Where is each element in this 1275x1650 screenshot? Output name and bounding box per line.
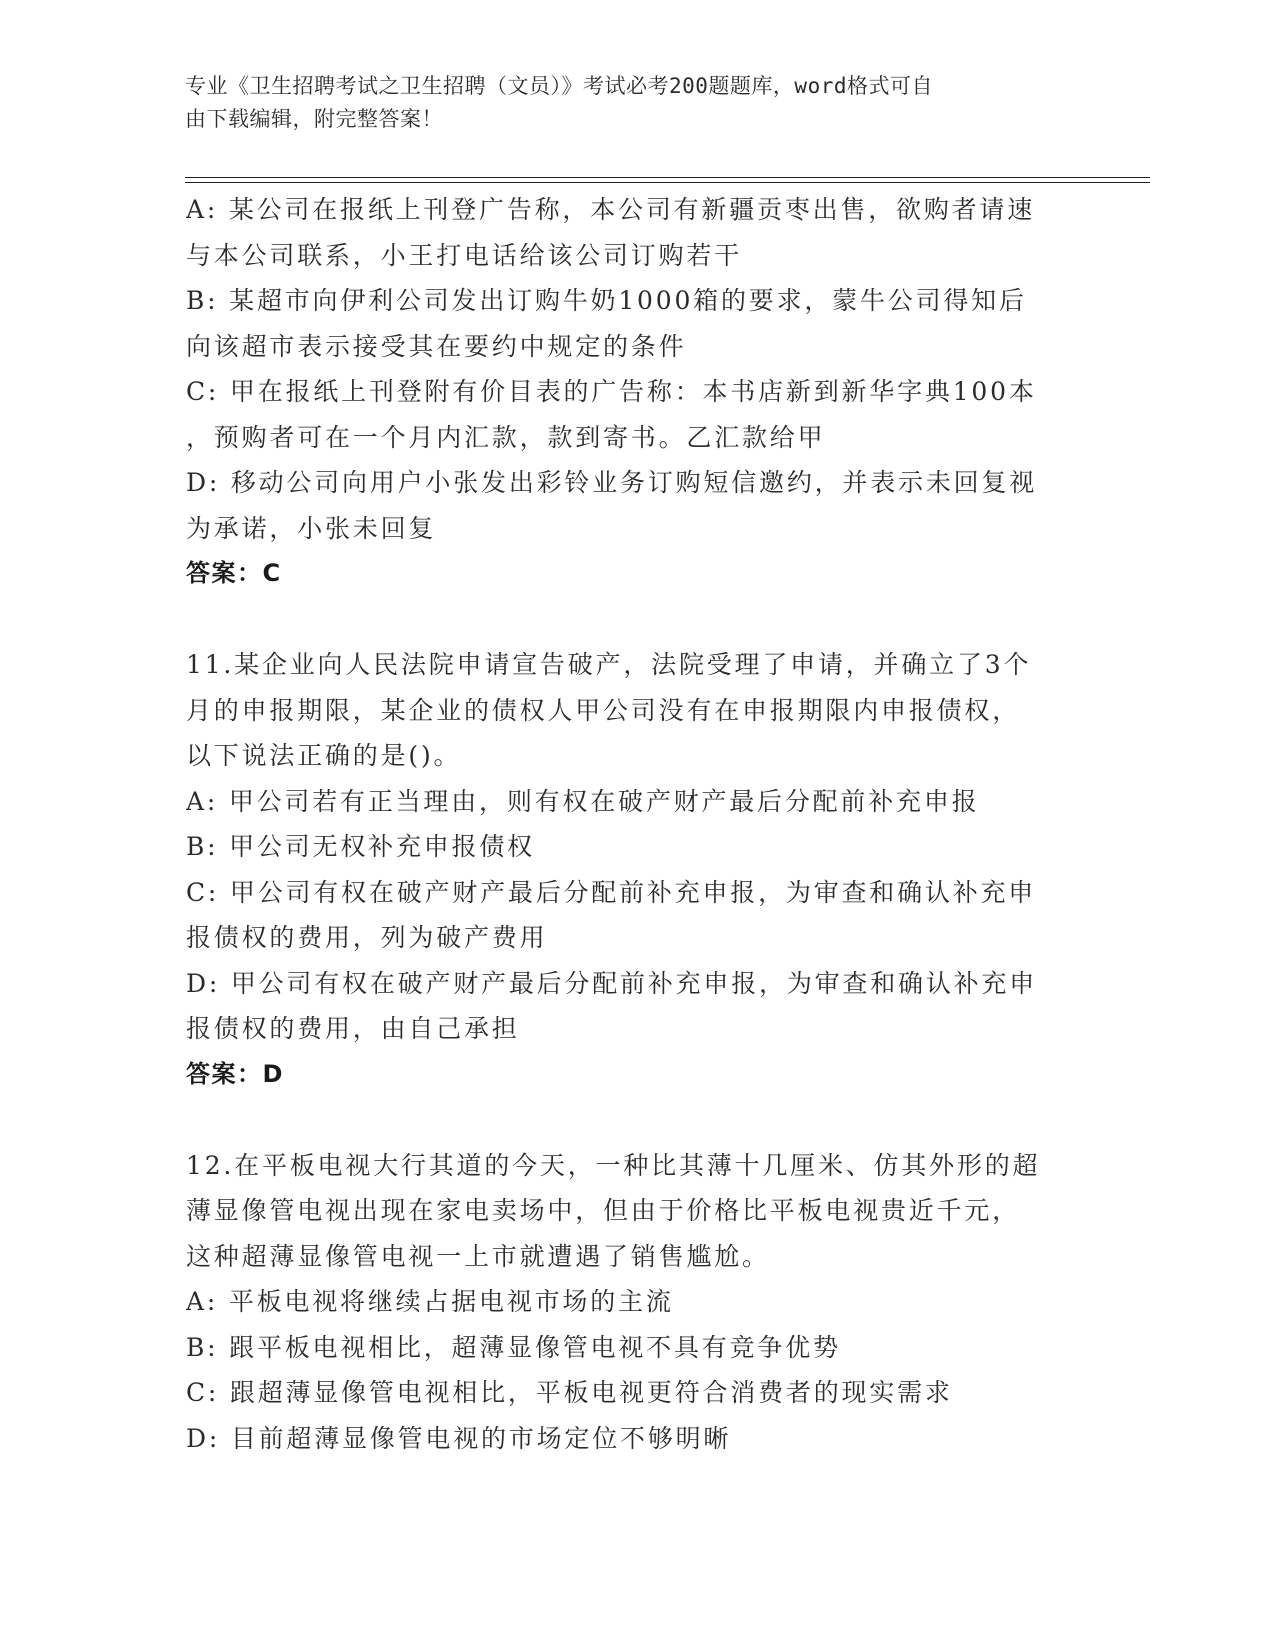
- answer-label: 答案：D: [186, 1059, 284, 1088]
- option-b-line-1: B: 跟平板电视相比，超薄显像管电视不具有竞争优势: [186, 1332, 841, 1362]
- answer-label: 答案：C: [186, 559, 282, 587]
- option-a-line-1: A: 甲公司若有正当理由，则有权在破产财产最后分配前补充申报: [186, 786, 980, 816]
- option-d-line-1: D: 目前超薄显像管电视的市场定位不够明晰: [186, 1423, 732, 1453]
- option-b-line-1: B: 甲公司无权补充申报债权: [186, 832, 535, 861]
- option-c-line-1: C: 跟超薄显像管电视相比，平板电视更符合消费者的现实需求: [186, 1378, 953, 1407]
- document-body: [186, 187, 1076, 1461]
- header-line-1: 专业《卫生招聘考试之卫生招聘（文员）》考试必考200题题库，word格式可自: [185, 74, 933, 98]
- option-b-line-2: 向该超市表示接受其在要约中规定的条件: [186, 331, 687, 361]
- option-c-line-1: C: 甲公司有权在破产财产最后分配前补充申报，为审查和确认补充申: [186, 877, 1037, 907]
- question-text-line-2: 薄显像管电视出现在家电卖场中，但由于价格比平板电视贵近千元，: [186, 1196, 1021, 1225]
- option-d-line-1: D: 移动公司向用户小张发出彩铃业务订购短信邀约，并表示未回复视: [186, 468, 1038, 497]
- question-text-line-1: 11.某企业向人民法院申请宣告破产，法院受理了申请，并确立了3个: [186, 650, 1032, 679]
- spacer: [186, 1097, 1076, 1143]
- question-11: [186, 642, 1076, 1097]
- header-divider-top: [185, 177, 1150, 178]
- option-c-line-1: C: 甲在报纸上刊登附有价目表的广告称：本书店新到新华字典100本: [186, 377, 1037, 406]
- question-12: [186, 1143, 1076, 1462]
- option-c-line-2: ，预购者可在一个月内汇款，款到寄书。乙汇款给甲: [186, 422, 826, 452]
- option-d-line-2: 为承诺，小张未回复: [186, 513, 437, 543]
- option-d-line-2: 报债权的费用，由自己承担: [186, 1014, 520, 1043]
- question-text-line-2: 月的申报期限，某企业的债权人甲公司没有在申报期限内申报债权，: [186, 695, 1021, 725]
- option-a-line-1: A: 平板电视将继续占据电视市场的主流: [186, 1287, 674, 1316]
- spacer: [186, 597, 1076, 643]
- option-d-line-1: D: 甲公司有权在破产财产最后分配前补充申报，为审查和确认补充申: [186, 968, 1038, 998]
- header-divider-bottom: [185, 182, 1150, 183]
- option-a-line-1: A: 某公司在报纸上刊登广告称，本公司有新疆贡枣出售，欲购者请速: [186, 195, 1036, 224]
- question-text-line-3: 以下说法正确的是()。: [186, 741, 462, 770]
- question-text-line-3: 这种超薄显像管电视一上市就遭遇了销售尴尬。: [186, 1241, 770, 1271]
- option-a-line-2: 与本公司联系，小王打电话给该公司订购若干: [186, 240, 743, 270]
- document-header: [185, 70, 1065, 136]
- question-10-options: [186, 187, 1076, 597]
- option-c-line-2: 报债权的费用，列为破产费用: [186, 923, 548, 952]
- question-text-line-1: 12.在平板电视大行其道的今天，一种比其薄十几厘米、仿其外形的超: [186, 1150, 1041, 1180]
- header-line-2: 由下载编辑，附完整答案！: [185, 107, 443, 131]
- option-b-line-1: B: 某超市向伊利公司发出订购牛奶1000箱的要求，蒙牛公司得知后: [186, 286, 1027, 315]
